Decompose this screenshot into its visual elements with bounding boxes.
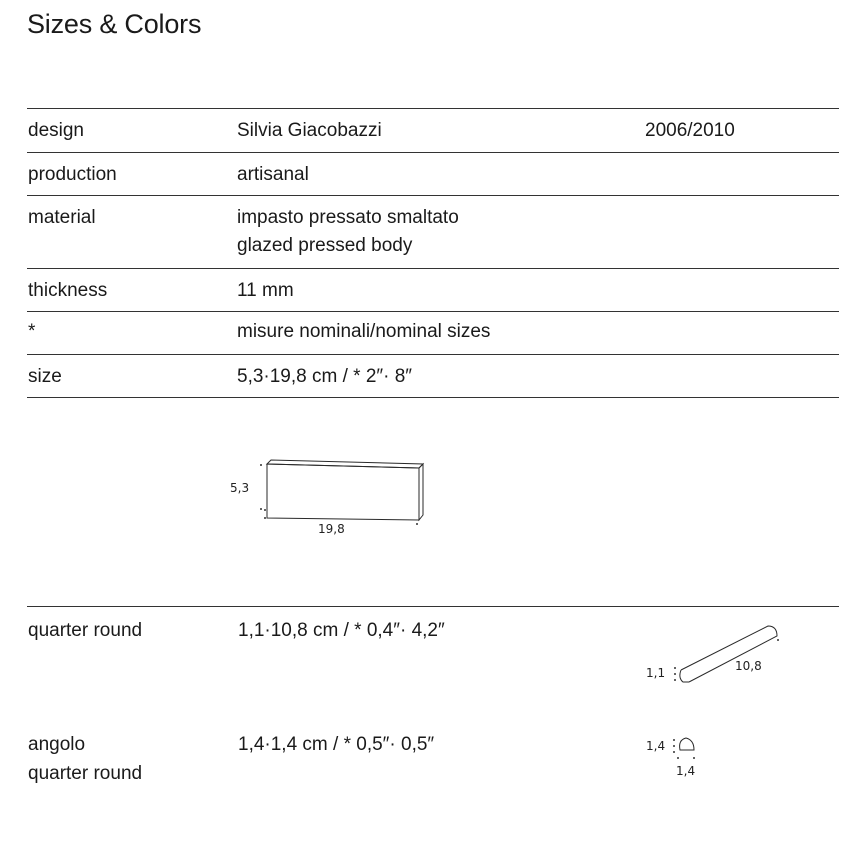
tile-front-face xyxy=(267,464,419,520)
quarter-round-diagram xyxy=(640,618,790,688)
spec-years: 2006/2010 xyxy=(645,120,735,141)
spec-label: material xyxy=(28,207,96,228)
tile-width-label: 19,8 xyxy=(318,522,345,536)
accessory-label-line1: angolo xyxy=(28,734,86,755)
accessory-label: quarter round xyxy=(28,620,143,641)
angolo-width-label: 1,4 xyxy=(676,764,696,778)
quarter-round-height-label: 1,1 xyxy=(646,666,666,680)
quarter-round-length-label: 10,8 xyxy=(735,659,762,673)
accessory-label-line2: quarter round xyxy=(28,763,143,784)
spec-value: 11 mm xyxy=(237,280,294,301)
spec-label: thickness xyxy=(28,280,108,301)
angolo-diagram xyxy=(640,730,720,785)
spec-label: * xyxy=(28,321,36,342)
spec-value: Silvia Giacobazzi xyxy=(237,120,382,141)
tile-side-face xyxy=(419,464,423,520)
tile-height-label: 5,3 xyxy=(230,481,250,495)
spec-row-size xyxy=(27,354,839,398)
spec-value: 5,3·19,8 cm / * 2″· 8″ xyxy=(237,366,413,387)
angolo-height-label: 1,4 xyxy=(646,739,666,753)
spec-label: size xyxy=(28,366,62,387)
spec-row-nominal xyxy=(27,311,839,354)
tile-diagram xyxy=(225,455,430,540)
spec-row-design xyxy=(27,108,839,152)
spec-value-line2: glazed pressed body xyxy=(237,235,413,256)
spec-value-line1: impasto pressato smaltato xyxy=(237,207,459,228)
section-divider xyxy=(27,606,839,607)
page-title: Sizes & Colors xyxy=(27,9,202,39)
spec-value: artisanal xyxy=(237,164,309,185)
spec-value: misure nominali/nominal sizes xyxy=(237,321,491,342)
spec-label: design xyxy=(28,120,84,141)
tile-top-face xyxy=(267,460,423,468)
accessory-size: 1,1·10,8 cm / * 0,4″· 4,2″ xyxy=(238,620,445,641)
spec-row-production xyxy=(27,152,839,195)
accessory-size: 1,4·1,4 cm / * 0,5″· 0,5″ xyxy=(238,734,435,755)
spec-table xyxy=(27,108,839,398)
spec-label: production xyxy=(28,164,117,185)
spec-row-thickness xyxy=(27,268,839,311)
spec-row-material xyxy=(27,195,839,268)
